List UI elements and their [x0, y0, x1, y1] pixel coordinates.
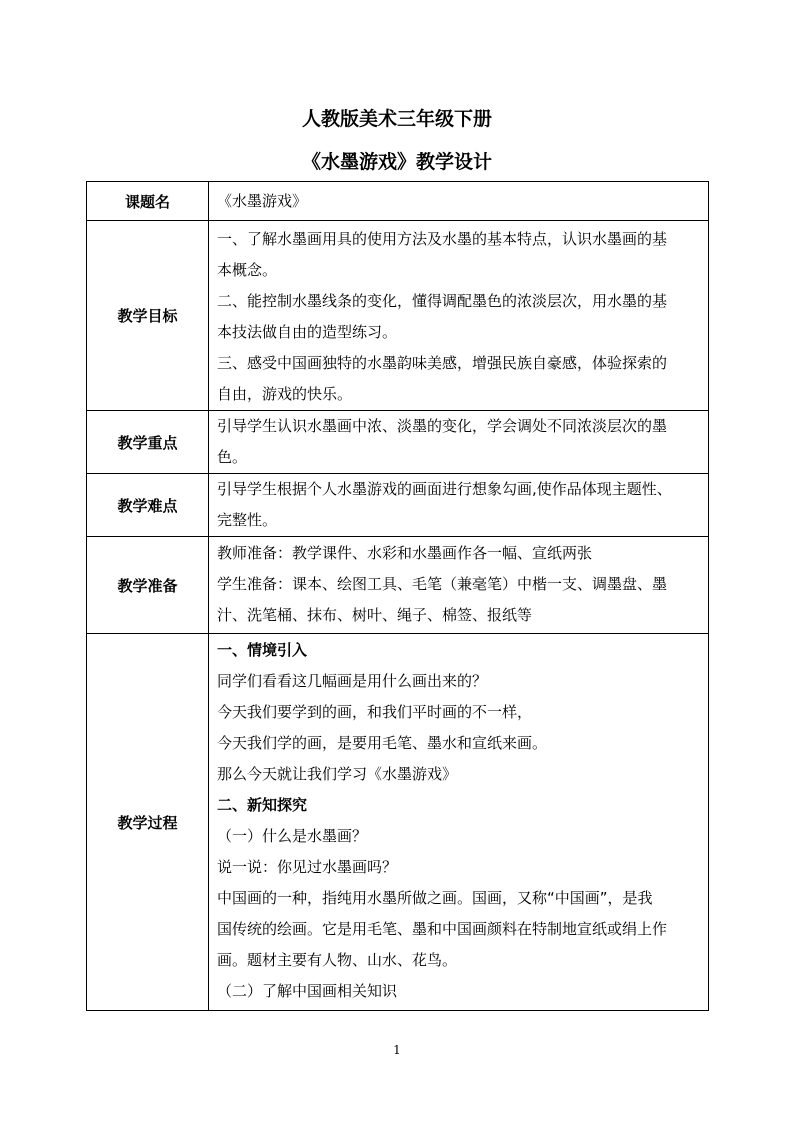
page-number: 1: [393, 1043, 401, 1057]
key-points-line: 引导学生认识水墨画中浓、淡墨的变化，学会调处不同浓淡层次的墨: [217, 417, 668, 435]
goals-line: 本技法做自由的造型练习。: [217, 323, 398, 341]
goals-line: 本概念。: [217, 261, 278, 279]
key-points-content: [209, 411, 709, 474]
document-subtitle: 《水墨游戏》教学设计: [301, 151, 492, 173]
goals-line: 自由，游戏的快乐。: [217, 385, 353, 403]
process-line: 今天我们要学到的画，和我们平时画的不一样，: [217, 703, 533, 721]
preparation-line: 汁、洗笔桶、抹布、树叶、绳子、棉签、报纸等: [217, 606, 533, 624]
process-line: 今天我们学的画，是要用毛笔、墨水和宣纸来画。: [217, 734, 548, 752]
process-line: 国传统的绘画。它是用毛笔、墨和中国画颜料在特制地宣纸或绢上作: [217, 920, 668, 938]
process-section-heading: 二、新知探究: [217, 796, 308, 814]
difficulties-label: 教学难点: [87, 474, 209, 537]
table-row-topic: [87, 182, 709, 221]
process-line: 说一说：你见过水墨画吗？: [217, 858, 398, 876]
goals-line: 一、了解水墨画用具的使用方法及水墨的基本特点，认识水墨画的基: [217, 230, 668, 248]
table-row-difficulties: [87, 474, 709, 537]
key-points-line: 色。: [217, 448, 248, 466]
process-line: 中国画的一种，指纯用水墨所做之画。国画，又称“中国画”，是我: [217, 889, 653, 907]
preparation-line: 教师准备：教学课件、水彩和水墨画作各一幅、宣纸两张: [217, 544, 593, 562]
process-content: [209, 634, 709, 1011]
difficulties-line: 引导学生根据个人水墨游戏的画面进行想象勾画,使作品体现主题性、: [217, 480, 672, 498]
difficulties-line: 完整性。: [217, 511, 278, 529]
goals-content: [209, 221, 709, 411]
preparation-content: [209, 537, 709, 634]
topic-value: 《水墨游戏》: [209, 182, 709, 221]
goals-line: 二、能控制水墨线条的变化，懂得调配墨色的浓淡层次，用水墨的基: [217, 292, 668, 310]
process-line: （一）什么是水墨画？: [217, 827, 368, 845]
topic-label: 课题名: [87, 182, 209, 221]
key-points-label: 教学重点: [87, 411, 209, 474]
process-label: 教学过程: [87, 634, 209, 1011]
process-line: 那么今天就让我们学习《水墨游戏》: [217, 765, 458, 783]
goals-line: 三、感受中国画独特的水墨韵味美感，增强民族自豪感，体验探索的: [217, 354, 668, 372]
difficulties-content: [209, 474, 709, 537]
goals-label: 教学目标: [87, 221, 209, 411]
process-line: 画。题材主要有人物、山水、花鸟。: [217, 951, 458, 969]
lesson-plan-table: [86, 181, 709, 1011]
table-row-goals: [87, 221, 709, 411]
table-row-preparation: [87, 537, 709, 634]
process-line: 同学们看看这几幅画是用什么画出来的？: [217, 672, 488, 690]
table-row-key-points: [87, 411, 709, 474]
process-line: （二）了解中国画相关知识: [217, 982, 398, 1000]
preparation-line: 学生准备：课本、绘图工具、毛笔（兼毫笔）中楷一支、调墨盘、墨: [217, 575, 668, 593]
preparation-label: 教学准备: [87, 537, 209, 634]
document-title: 人教版美术三年级下册: [301, 108, 492, 130]
table-row-process: [87, 634, 709, 1011]
process-section-heading: 一、情境引入: [217, 641, 308, 659]
